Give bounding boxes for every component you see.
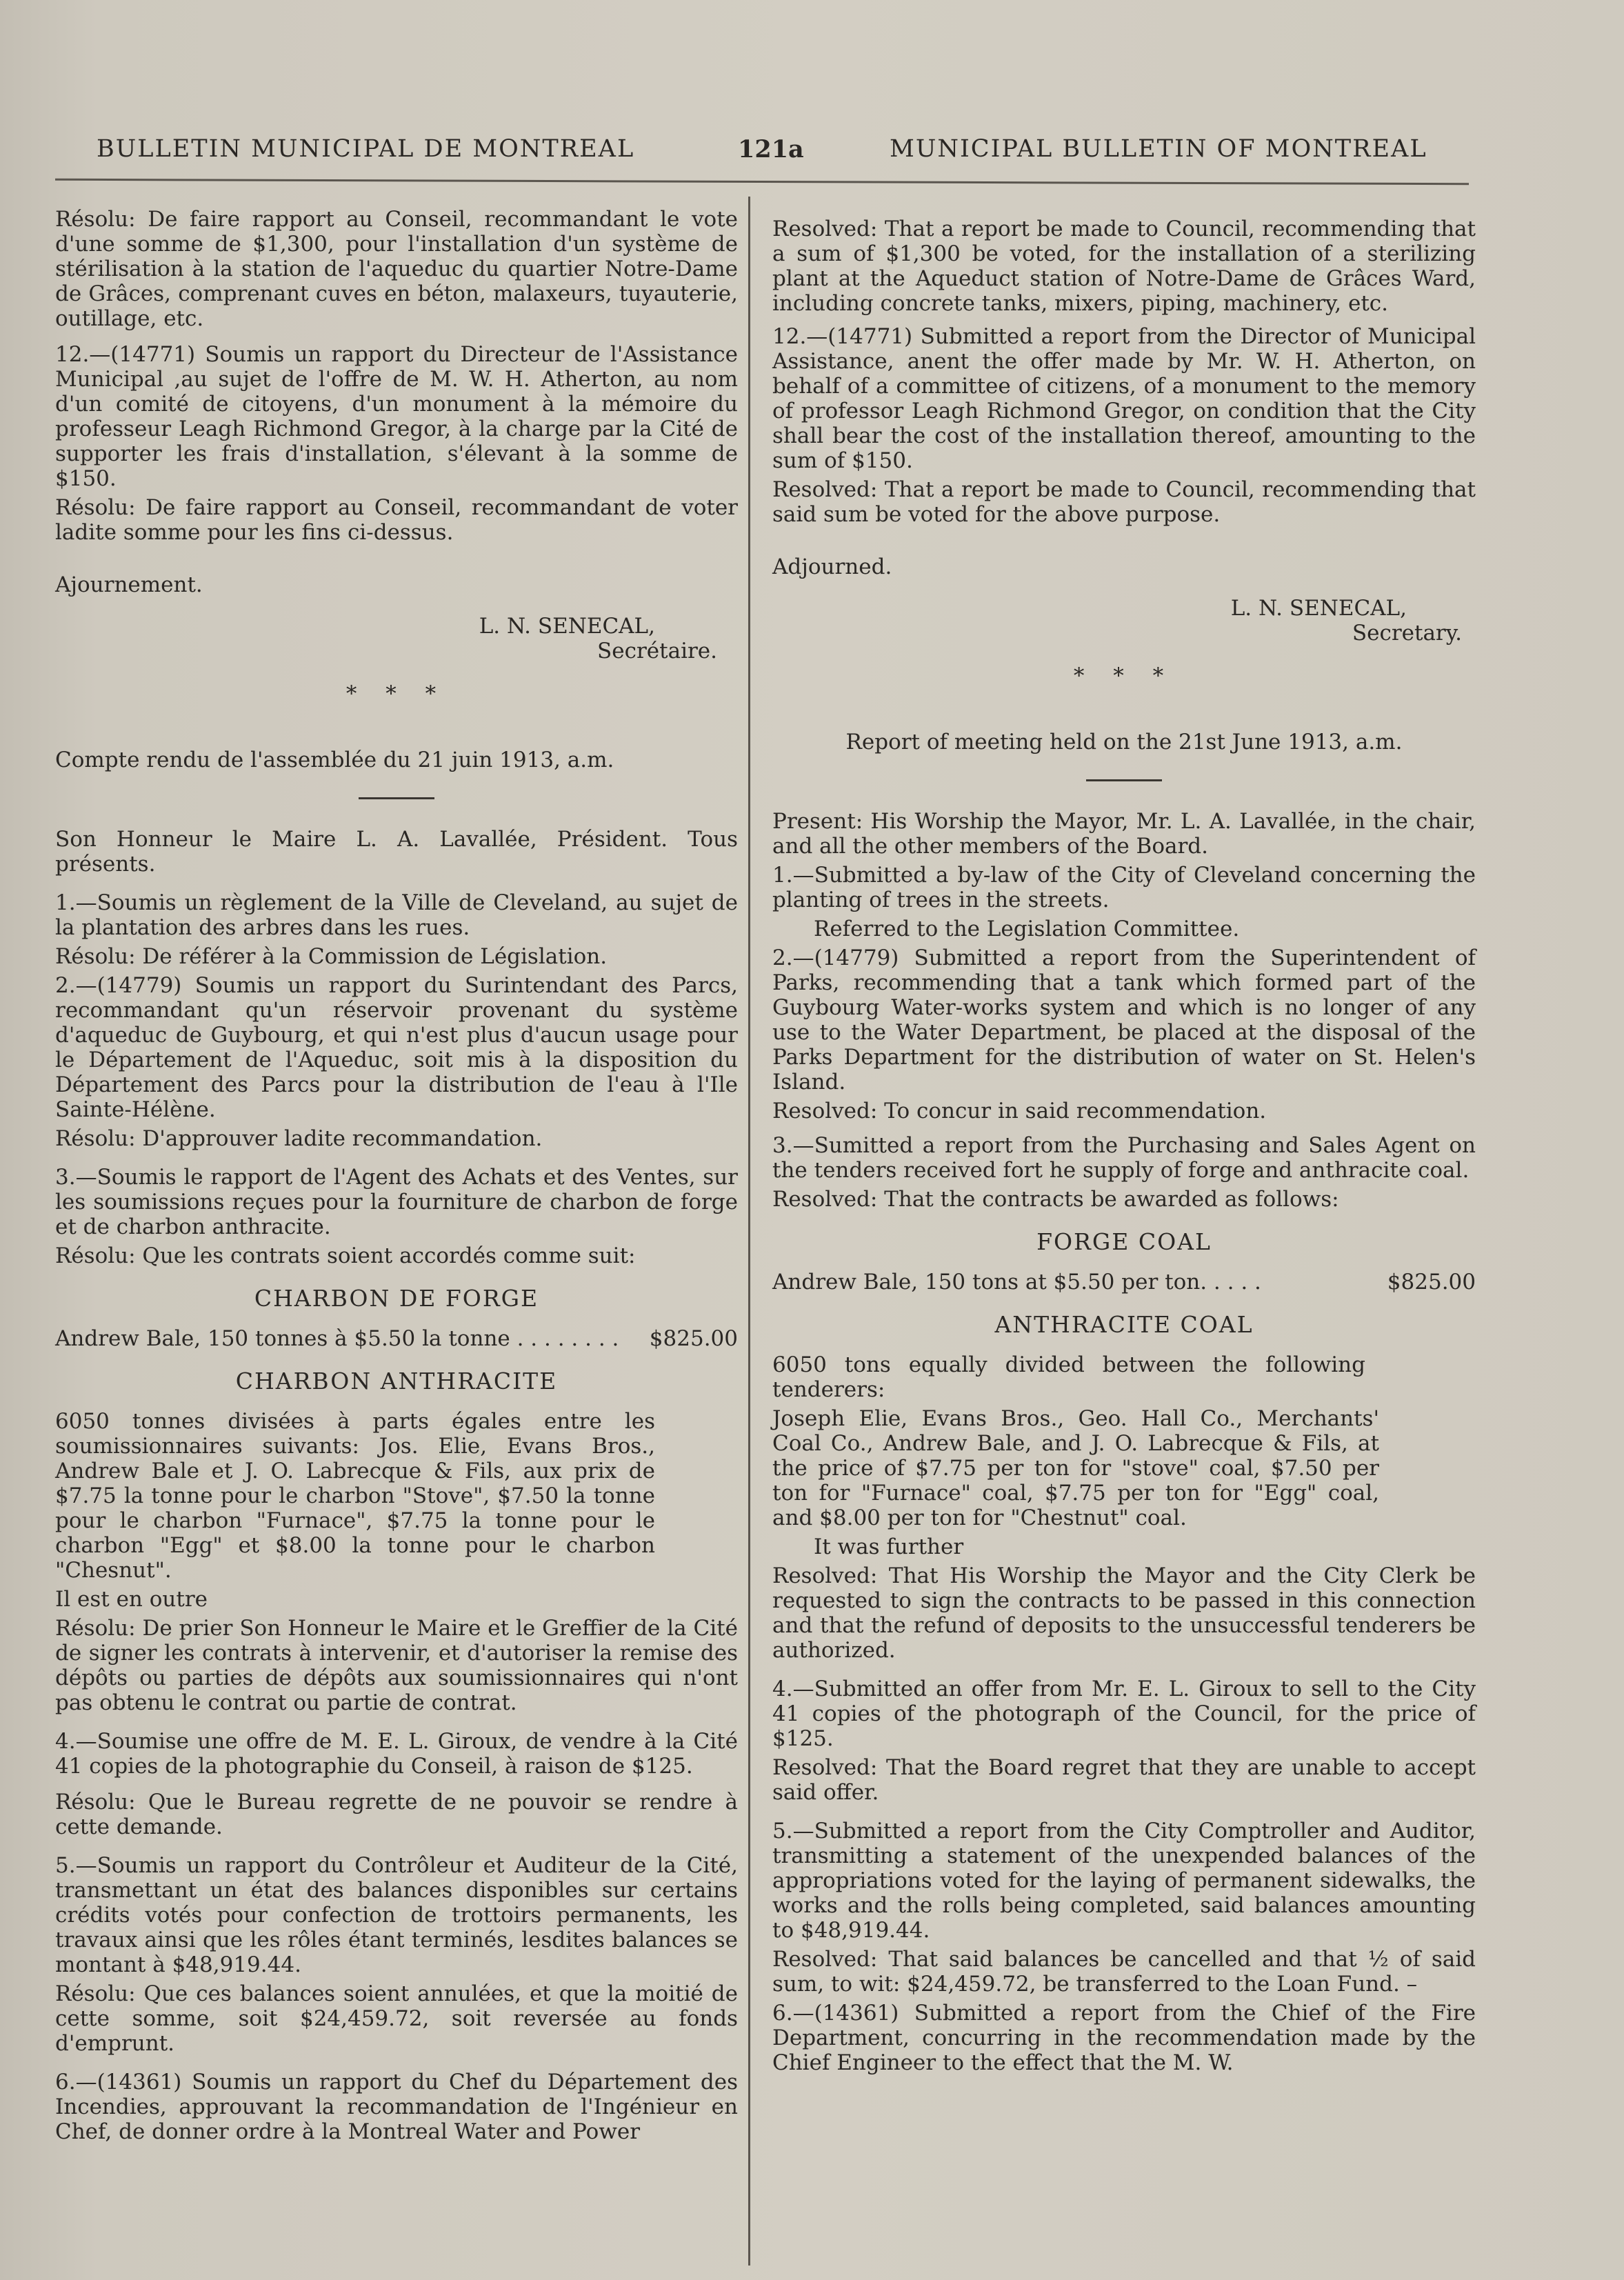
en-present: Present: His Worship the Mayor, Mr. L. A. Lavallée, in the chair, and all the other members of the Board. bbox=[772, 809, 1476, 859]
en-item-2: 2.—(14779) Submitted a report from the Superintendent of Parks, recommending that a tank which formed part of the Guybourg Water-works system and which is no longer of any use to the Water Department, be placed at the disposal of the Parks Department for the distribution of water on St. Helen's Island. bbox=[772, 946, 1476, 1094]
en-signature-name: L. N. SENECAL, bbox=[1230, 596, 1407, 621]
fr-signature-name: L. N. SENECAL, bbox=[479, 614, 655, 639]
en-item-5: 5.—Submitted a report from the City Comptroller and Auditor, transmitting a statement of the unexpended balances of the appropriations voted for the laying of permanent sidewalks, the works and the rolls being completed, said balances amounting to $48,919.44. bbox=[772, 1819, 1476, 1943]
en-item-5-resolution: Resolved: That said balances be cancelled and that ½ of said sum, to wit: $24,459.72, be transferred to the Loan Fund. – bbox=[772, 1947, 1476, 1997]
fr-resolution-12: Résolu: De faire rapport au Conseil, recommandant de voter ladite somme pour les fins ci-dessus. bbox=[55, 495, 738, 545]
fr-item-2-resolution: Résolu: D'approuver ladite recommandation. bbox=[55, 1126, 543, 1151]
fr-item-3-resolution-2: Résolu: De prier Son Honneur le Maire et le Greffier de la Cité de signer les contrats à intervenir, et d'autoriser la remise des dépôts ou parties de dépôts aux soumissionnaires qui n'ont pas obtenu le contrat ou partie de contrat. bbox=[55, 1616, 738, 1715]
fr-forge-text: Andrew Bale, 150 tonnes à $5.50 la tonne . . . . . . . . bbox=[55, 1326, 619, 1351]
header-french-title: BULLETIN MUNICIPAL DE MONTREAL bbox=[97, 135, 635, 163]
en-signature-title: Secretary. bbox=[1352, 621, 1462, 646]
en-anthracite-heading: ANTHRACITE COAL bbox=[994, 1311, 1254, 1338]
fr-forge-line bbox=[55, 1326, 738, 1351]
en-item-1-resolution: Referred to the Legislation Committee. bbox=[814, 917, 1240, 941]
en-item-1: 1.—Submitted a by-law of the City of Cleveland concerning the planting of trees in the streets. bbox=[772, 863, 1476, 912]
en-item-3: 3.—Sumitted a report from the Purchasing and Sales Agent on the tenders received fort he supply of forge and anthracite coal. bbox=[772, 1133, 1476, 1183]
en-resolution-12: Resolved: That a report be made to Council, recommending that said sum be voted for the above purpose. bbox=[772, 477, 1476, 527]
fr-present: Son Honneur le Maire L. A. Lavallée, Président. Tous présents. bbox=[55, 827, 738, 877]
fr-item-1: 1.—Soumis un règlement de la Ville de Cleveland, au sujet de la plantation des arbres dans les rues. bbox=[55, 890, 738, 940]
en-forge-text: Andrew Bale, 150 tons at $5.50 per ton. . . . . bbox=[772, 1270, 1261, 1294]
fr-signature-title: Secrétaire. bbox=[597, 639, 717, 663]
fr-meeting-title: Compte rendu de l'assemblée du 21 juin 1913, a.m. bbox=[55, 748, 614, 772]
fr-item-5: 5.—Soumis un rapport du Contrôleur et Auditeur de la Cité, transmettant un état des balances disponibles sur certains crédits votés pour confection de trottoirs permanents, les travaux ainsi que les rôles étant terminés, lesdites balances se montant à $48,919.44. bbox=[55, 1853, 738, 1977]
fr-item-2: 2.—(14779) Soumis un rapport du Surintendant des Parcs, recommandant qu'un réservoir provenant du système d'aqueduc de Guybourg, et qui n'est plus d'aucun usage pour le Département de l'Aqueduc, soit mis à la disposition du Département des Parcs pour la distribution de l'eau à l'Ile Sainte-Hélène. bbox=[55, 973, 738, 1122]
en-separator-stars: * * * bbox=[1073, 663, 1175, 688]
page-number: 121a bbox=[738, 135, 804, 163]
english-column bbox=[772, 207, 1476, 2079]
en-anthracite-text-2: Joseph Elie, Evans Bros., Geo. Hall Co., Merchants' Coal Co., Andrew Bale, and J. O. Labrecque & Fils, at the price of $7.75 per ton for "stove" coal, $7.50 per ton for "Furnace" coal, $7.75 per ton for "Egg" coal, and $8.00 per ton for "Chestnut" coal. bbox=[772, 1406, 1379, 1530]
en-resolution-1: Resolved: That a report be made to Council, recommending that a sum of $1,300 be voted, for the installation of a sterilizing plant at the Aqueduct station of Notre-Dame de Grâces Ward, including concrete tanks, mixers, piping, machinery, etc. bbox=[772, 217, 1476, 316]
en-meeting-title: Report of meeting held on the 21st June 1913, a.m. bbox=[845, 730, 1403, 754]
fr-anthracite-heading: CHARBON ANTHRACITE bbox=[235, 1368, 558, 1394]
en-forge-amount: $825.00 bbox=[1387, 1270, 1476, 1294]
fr-item-1-resolution: Résolu: De référer à la Commission de Législation. bbox=[55, 944, 608, 969]
fr-item-3: 3.—Soumis le rapport de l'Agent des Achats et des Ventes, sur les soumissions reçues pour la fourniture de charbon de forge et de charbon anthracite. bbox=[55, 1165, 738, 1239]
en-item-12: 12.—(14771) Submitted a report from the Director of Municipal Assistance, anent the offer made by Mr. W. H. Atherton, on behalf of a committee of citizens, of a monument to the memory of professor Leagh Richmond Gregor, on condition that the City shall bear the cost of the installation thereof, amounting to the sum of $150. bbox=[772, 324, 1476, 473]
fr-forge-amount: $825.00 bbox=[649, 1326, 738, 1351]
en-forge-line bbox=[772, 1270, 1476, 1294]
fr-short-rule bbox=[359, 797, 434, 799]
french-column bbox=[55, 207, 738, 2148]
fr-item-3-resolution: Résolu: Que les contrats soient accordés comme suit: bbox=[55, 1243, 636, 1268]
en-item-2-resolution: Resolved: To concur in said recommendation. bbox=[772, 1099, 1267, 1123]
en-item-3-resolution: Resolved: That the contracts be awarded as follows: bbox=[772, 1187, 1339, 1212]
header-rule bbox=[55, 179, 1469, 185]
en-further: It was further bbox=[814, 1534, 964, 1559]
fr-item-12: 12.—(14771) Soumis un rapport du Directeur de l'Assistance Municipal ,au sujet de l'offre de M. W. H. Atherton, au nom d'un comité de citoyens, d'un monument à la mémoire du professeur Leagh Richmond Gregor, à la charge par la Cité de supporter les frais d'installation, s'élevant à la somme de $150. bbox=[55, 342, 738, 491]
en-forge-heading: FORGE COAL bbox=[1036, 1228, 1212, 1255]
en-item-4: 4.—Submitted an offer from Mr. E. L. Giroux to sell to the City 41 copies of the photograph of the Council, for the price of $125. bbox=[772, 1677, 1476, 1751]
en-short-rule bbox=[1086, 779, 1162, 781]
fr-forge-heading: CHARBON DE FORGE bbox=[254, 1285, 539, 1312]
fr-further: Il est en outre bbox=[55, 1587, 208, 1612]
en-adjournment: Adjourned. bbox=[772, 554, 892, 579]
fr-adjournment: Ajournement. bbox=[55, 572, 203, 597]
fr-anthracite-text: 6050 tonnes divisées à parts égales entre les soumissionnaires suivants: Jos. Elie, Evans Bros., Andrew Bale et J. O. Labrecque & Fils, aux prix de $7.75 la tonne pour le charbon "Stove", $7.50 la tonne pour le charbon "Furnace", $7.75 la tonne pour le charbon "Egg" et $8.00 la tonne pour le charbon "Chesnut". bbox=[55, 1409, 655, 1583]
header-english-title: MUNICIPAL BULLETIN OF MONTREAL bbox=[890, 135, 1427, 163]
en-item-6: 6.—(14361) Submitted a report from the Chief of the Fire Department, concurring in the recommendation made by the Chief Engineer to the effect that the M. W. bbox=[772, 2001, 1476, 2075]
en-item-3-resolution-2: Resolved: That His Worship the Mayor and the City Clerk be requested to sign the contracts to be passed in this connection and that the refund of deposits to the unsuccessful tenderers be authorized. bbox=[772, 1563, 1476, 1663]
fr-item-4: 4.—Soumise une offre de M. E. L. Giroux, de vendre à la Cité 41 copies de la photographie du Conseil, à raison de $125. bbox=[55, 1729, 738, 1779]
column-divider bbox=[748, 197, 750, 2266]
fr-item-6: 6.—(14361) Soumis un rapport du Chef du Département des Incendies, approuvant la recommandation de l'Ingénieur en Chef, de donner ordre à la Montreal Water and Power bbox=[55, 2070, 738, 2144]
en-item-4-resolution: Resolved: That the Board regret that they are unable to accept said offer. bbox=[772, 1755, 1476, 1805]
fr-item-5-resolution: Résolu: Que ces balances soient annulées, et que la moitié de cette somme, soit $24,459.72, soit reversée au fonds d'emprunt. bbox=[55, 1981, 738, 2056]
fr-resolution-1: Résolu: De faire rapport au Conseil, recommandant le vote d'une somme de $1,300, pour l'installation d'un système de stérilisation à la station de l'aqueduc du quartier Notre-Dame de Grâces, comprenant cuves en béton, malaxeurs, tuyauterie, outillage, etc. bbox=[55, 207, 738, 331]
fr-separator-stars: * * * bbox=[345, 681, 448, 706]
en-anthracite-text-1: 6050 tons equally divided between the following tenderers: bbox=[772, 1352, 1365, 1402]
page-header bbox=[0, 135, 1624, 177]
fr-item-4-resolution: Résolu: Que le Bureau regrette de ne pouvoir se rendre à cette demande. bbox=[55, 1790, 738, 1839]
